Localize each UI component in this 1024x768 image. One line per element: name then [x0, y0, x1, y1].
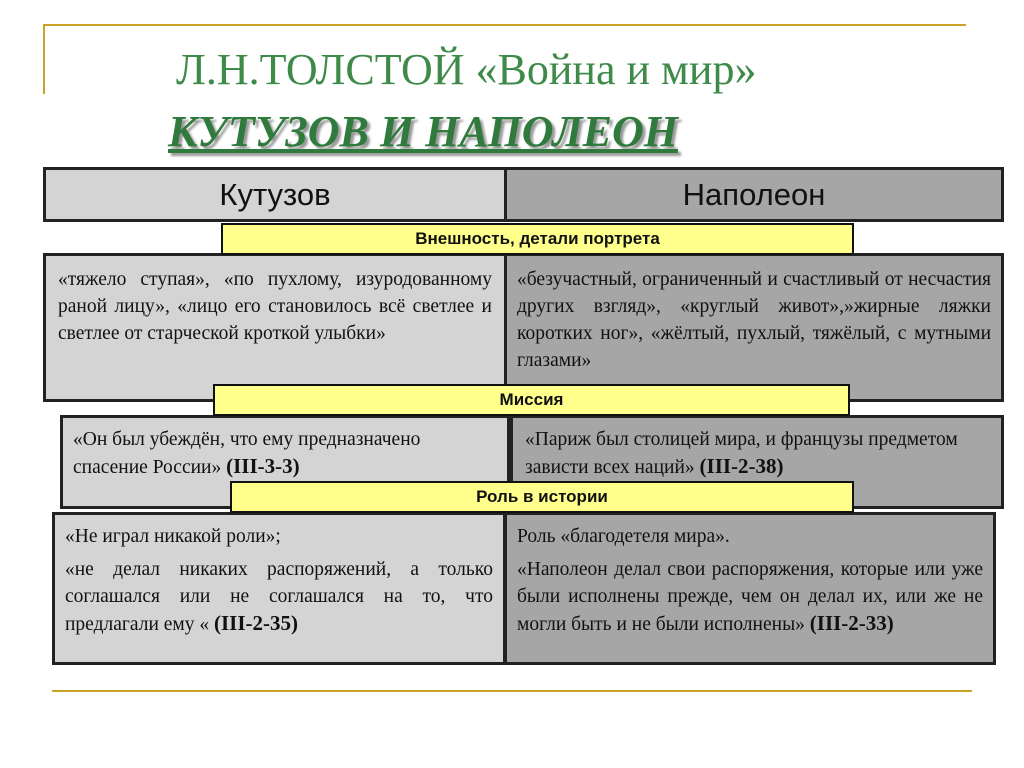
appearance-napoleon-text: «безучастный, ограниченный и счастливый от несчастия других взгляд», «круглый живот»,»жирные ляжки коротких ног», «жёлтый, пухлый, тяжёлый, с мутными глазами» [517, 269, 991, 371]
bottom-decor-line [52, 690, 972, 692]
slide-title: Л.Н.ТОЛСТОЙ «Война и мир» [176, 45, 757, 94]
role-kutuzov-p2: «не делал никаких распоряжений, а только соглашался или не соглашался на то, что предлагали ему « [65, 559, 493, 635]
role-napoleon-p2: «Наполеон делал свои распоряжения, которые или уже были исполнены прежде, чем он делал их, или же не могли быть и не были исполнены» [517, 559, 983, 635]
section-band-mission: Миссия [213, 384, 850, 416]
role-kutuzov-p1: «Не играл никакой роли»; [65, 526, 281, 547]
appearance-kutuzov-cell [43, 253, 507, 402]
header-kutuzov: Кутузов [43, 167, 507, 222]
role-napoleon-ref: (III-2-33) [809, 611, 894, 635]
section-band-appearance: Внешность, детали портрета [221, 223, 854, 255]
role-kutuzov-ref: (III-2-35) [214, 611, 299, 635]
left-decor-line [43, 24, 45, 94]
header-napoleon: Наполеон [504, 167, 1004, 222]
top-decor-line [44, 24, 966, 26]
role-napoleon-p1: Роль «благодетеля мира». [517, 526, 730, 547]
mission-napoleon-text: «Париж был столицей мира, и французы предметом зависти всех наций» [525, 429, 958, 478]
mission-kutuzov-ref: (III-3-3) [226, 454, 300, 478]
role-napoleon-cell [504, 512, 996, 665]
mission-kutuzov-text: «Он был убеждён, что ему предназначено спасение России» [73, 429, 421, 478]
section-band-role: Роль в истории [230, 481, 854, 513]
role-kutuzov-cell [52, 512, 506, 665]
appearance-kutuzov-text: «тяжело ступая», «по пухлому, изуродованному раной лицу», «лицо его становилось всё светлее и светлее от старческой кроткой улыбки» [58, 269, 492, 344]
mission-napoleon-ref: (III-2-38) [699, 454, 784, 478]
appearance-napoleon-cell [504, 253, 1004, 402]
slide-subtitle: КУТУЗОВ И НАПОЛЕОН [168, 107, 679, 156]
